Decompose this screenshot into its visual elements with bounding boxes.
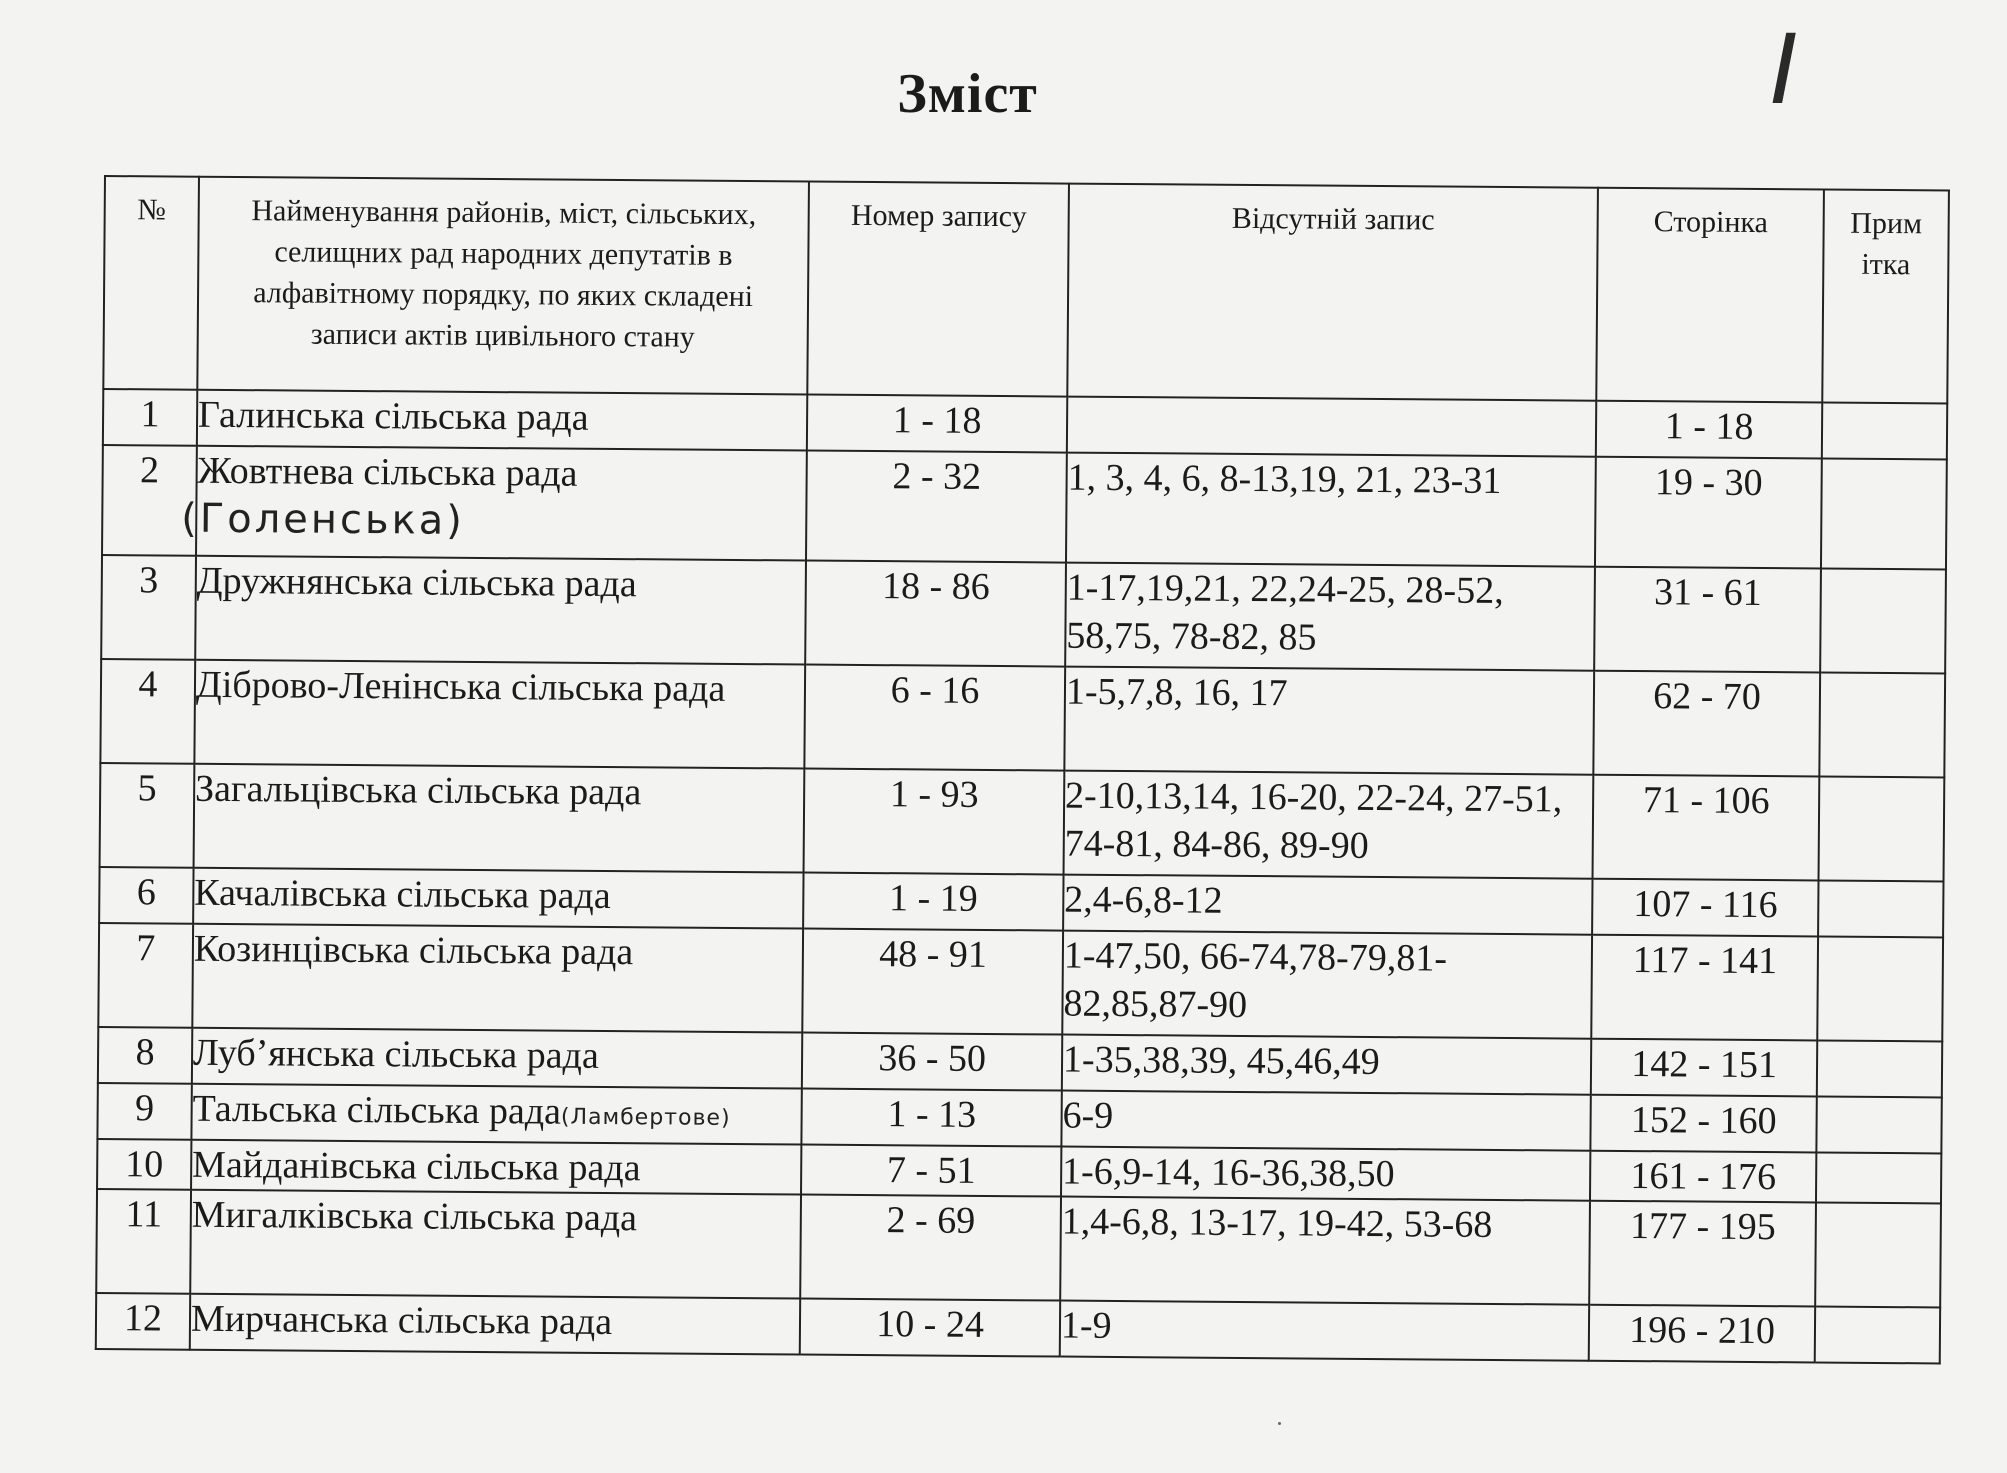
row-number: 2 xyxy=(102,445,197,556)
header-no: № xyxy=(103,176,199,390)
council-name: Дружнянська сільська рада xyxy=(196,559,637,606)
note-cell xyxy=(1820,568,1946,673)
council-name: Качалівська сільська рада xyxy=(194,871,611,918)
page-range: 19 - 30 xyxy=(1595,457,1822,569)
note-cell xyxy=(1821,459,1947,570)
contents-table xyxy=(95,175,1950,1364)
council-name-cell xyxy=(197,390,808,451)
missing-records: 1, 3, 4, 6, 8-13,19, 21, 23-31 xyxy=(1066,453,1596,567)
record-range: 1 - 13 xyxy=(802,1089,1062,1147)
missing-records: 1,4-6,8, 13-17, 19-42, 53-68 xyxy=(1060,1197,1590,1305)
record-range: 48 - 91 xyxy=(803,929,1063,1035)
note-cell xyxy=(1819,776,1945,881)
header-name: Найменування районів, міст, сільських, селищних рад народних депутатів в алфавітному порядку, по яких складені записи актів цивільного стану xyxy=(197,177,809,395)
row-number: 3 xyxy=(101,555,196,660)
page-range: 62 - 70 xyxy=(1594,671,1821,777)
note-cell xyxy=(1817,936,1943,1041)
note-cell xyxy=(1815,1202,1941,1307)
record-range: 2 - 32 xyxy=(806,451,1067,563)
council-name: Луб’янська сільська рада xyxy=(192,1031,599,1077)
note-cell xyxy=(1816,1096,1941,1153)
note-cell xyxy=(1818,880,1943,937)
row-number: 8 xyxy=(98,1027,192,1084)
note-cell xyxy=(1815,1306,1940,1363)
council-name: Тальська сільська рада xyxy=(192,1087,562,1133)
record-range: 6 - 16 xyxy=(805,665,1065,771)
table-row xyxy=(101,555,1946,673)
council-name: Загальцівська сільська рада xyxy=(194,767,642,814)
missing-records: 1-47,50, 66-74,78-79,81-82,85,87-90 xyxy=(1062,931,1592,1039)
header-missing: Відсутній запис xyxy=(1067,184,1598,401)
council-name-cell xyxy=(193,868,804,929)
council-name-cell xyxy=(194,660,805,769)
row-number: 11 xyxy=(96,1189,191,1294)
missing-records xyxy=(1067,397,1597,457)
missing-records: 1-5,7,8, 16, 17 xyxy=(1064,667,1594,775)
record-range: 36 - 50 xyxy=(802,1033,1062,1091)
row-number: 5 xyxy=(100,763,195,868)
handwritten-annotation: (Ламбертове) xyxy=(560,1104,731,1131)
page-range: 1 - 18 xyxy=(1596,401,1822,459)
page-range: 152 - 160 xyxy=(1591,1095,1817,1153)
record-range: 7 - 51 xyxy=(801,1145,1061,1197)
page-range: 177 - 195 xyxy=(1589,1201,1816,1307)
missing-records: 2,4-6,8-12 xyxy=(1063,875,1593,935)
row-number: 7 xyxy=(98,923,193,1028)
note-cell xyxy=(1816,1152,1941,1203)
missing-records: 1-6,9-14, 16-36,38,50 xyxy=(1061,1147,1591,1201)
header-page: Сторінка xyxy=(1597,188,1824,403)
council-name-cell xyxy=(193,764,804,873)
record-range: 18 - 86 xyxy=(805,561,1065,667)
missing-records: 1-17,19,21, 22,24-25, 28-52, 58,75, 78-82, 85 xyxy=(1065,563,1595,671)
row-number: 1 xyxy=(103,389,197,446)
council-name-cell xyxy=(195,556,806,665)
row-number: 9 xyxy=(97,1083,191,1140)
council-name: Мигалківська сільська рада xyxy=(191,1193,638,1240)
council-name: Козинцівська сільська рада xyxy=(193,927,634,974)
council-name: Мирчанська сільська рада xyxy=(190,1297,613,1344)
council-name-cell xyxy=(191,1084,802,1145)
header-note: Прим ітка xyxy=(1822,190,1949,404)
council-name-cell xyxy=(190,1190,801,1299)
council-name-cell xyxy=(190,1294,801,1355)
page-range: 31 - 61 xyxy=(1594,567,1821,673)
council-name-cell xyxy=(181,446,807,561)
missing-records: 2-10,13,14, 16-20, 22-24, 27-51, 74-81, 84-86, 89-90 xyxy=(1063,771,1593,879)
page-title: Зміст xyxy=(897,63,1038,125)
table-row xyxy=(102,445,1947,569)
page-range: 107 - 116 xyxy=(1592,879,1818,937)
table-row xyxy=(100,659,1945,777)
table-header-row xyxy=(103,176,1949,403)
note-cell xyxy=(1819,672,1945,777)
table-row xyxy=(100,763,1945,881)
page-range: 117 - 141 xyxy=(1591,935,1818,1041)
council-name: Галинська сільська рада xyxy=(197,393,589,439)
missing-records: 1-35,38,39, 45,46,49 xyxy=(1062,1035,1592,1095)
table-row xyxy=(96,1189,1941,1307)
record-range: 2 - 69 xyxy=(800,1195,1060,1301)
council-name-cell xyxy=(191,1140,802,1195)
row-number: 10 xyxy=(97,1139,191,1190)
council-name: Жовтнева сільська рада xyxy=(197,449,578,495)
page-range: 71 - 106 xyxy=(1593,775,1820,881)
council-name: Діброво-Ленінська сільська рада xyxy=(195,663,726,710)
record-range: 1 - 19 xyxy=(803,873,1063,931)
record-range: 10 - 24 xyxy=(800,1299,1060,1357)
council-name-cell xyxy=(192,1028,803,1089)
note-cell xyxy=(1817,1040,1942,1097)
note-cell xyxy=(1822,403,1947,460)
page-range: 161 - 176 xyxy=(1590,1151,1816,1203)
header-record: Номер запису xyxy=(808,182,1069,397)
council-name-cell xyxy=(192,924,803,1033)
row-number: 4 xyxy=(100,659,195,764)
row-number: 12 xyxy=(96,1293,190,1350)
handwritten-volume-mark: I xyxy=(1770,14,1799,126)
council-name: Майданівська сільська рада xyxy=(191,1143,641,1190)
handwritten-annotation: (Голенська) xyxy=(181,495,466,544)
record-range: 1 - 93 xyxy=(804,769,1064,875)
paper-speck xyxy=(1278,1422,1281,1425)
page-range: 196 - 210 xyxy=(1589,1305,1815,1363)
table-row xyxy=(98,923,1943,1041)
row-number: 6 xyxy=(99,867,193,924)
page-range: 142 - 151 xyxy=(1591,1039,1817,1097)
missing-records: 6-9 xyxy=(1061,1091,1591,1151)
record-range: 1 - 18 xyxy=(807,395,1067,453)
missing-records: 1-9 xyxy=(1060,1301,1590,1361)
